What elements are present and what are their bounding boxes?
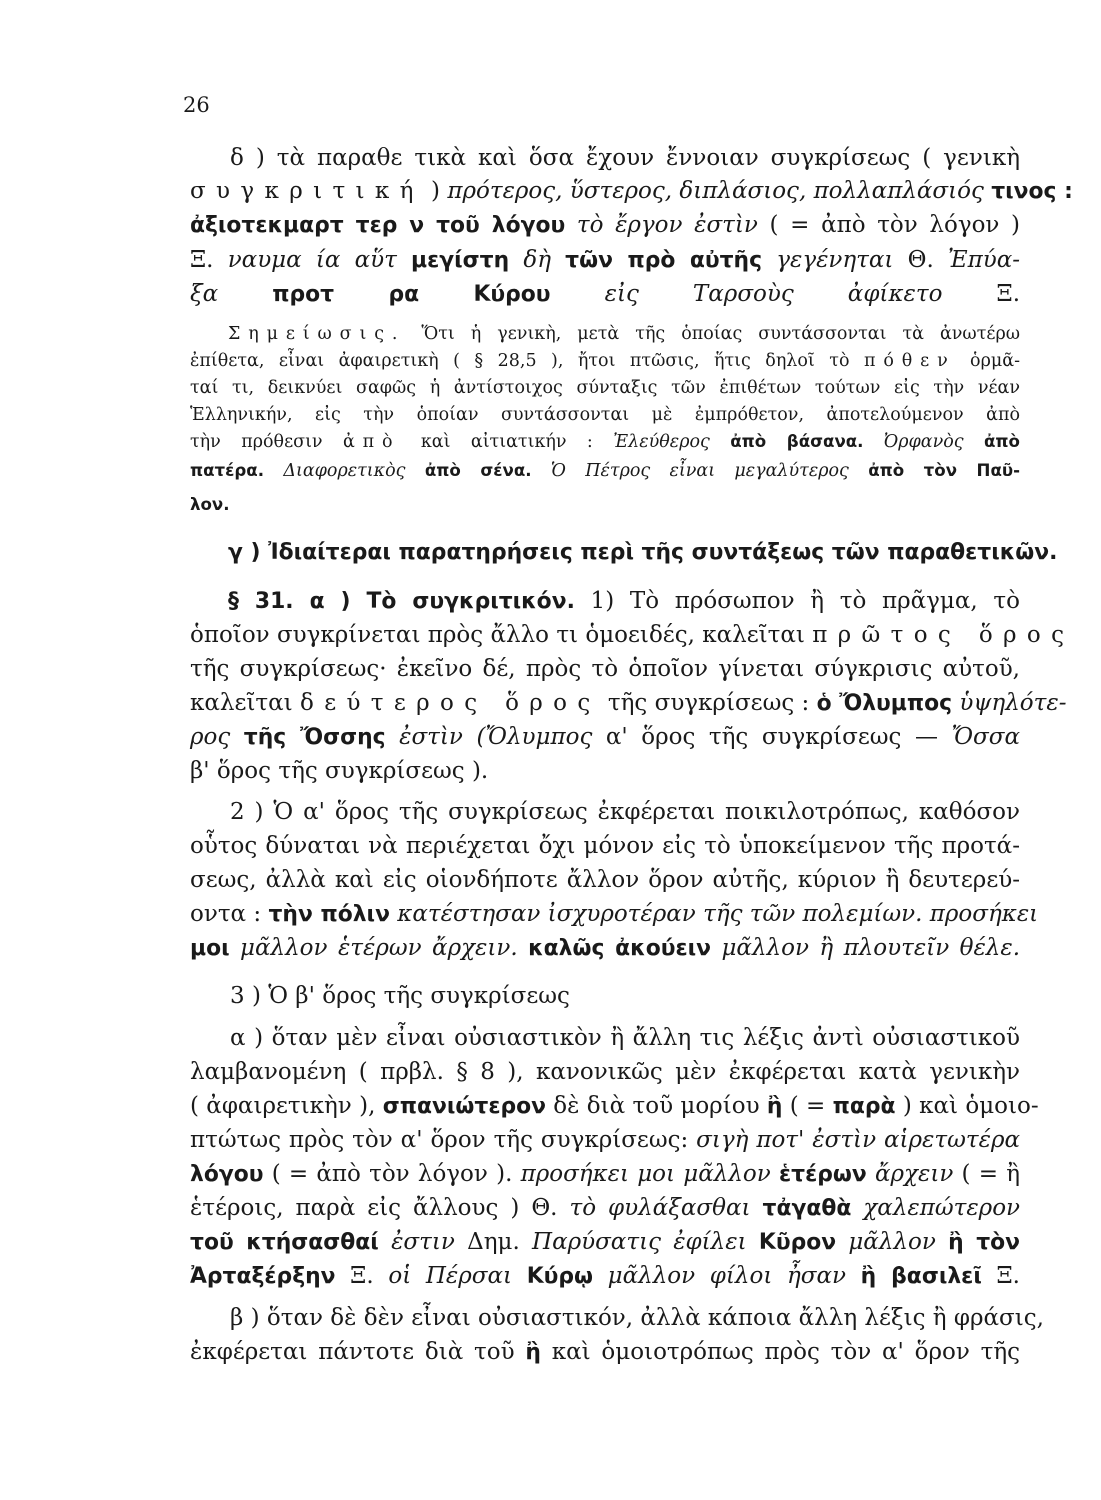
text-segment: τἀγαθὰ xyxy=(762,1196,852,1221)
text-segment: σεως, ἀλλὰ καὶ εἰς οἱονδήποτε ἄλλον ὅρον αὐτῆς, κύριον ἢ δευτερεύ- xyxy=(190,867,1020,893)
text-segment: Ξ. xyxy=(942,281,1021,307)
text-segment: οὗτος δύναται νὰ περιέχεται ὄχι μόνον εἰς τὸ ὑποκείμενον τῆς προτά- xyxy=(190,833,1020,859)
text-line xyxy=(190,1091,1039,1122)
text-segment: χαλεπώτερον xyxy=(863,1195,1021,1221)
text-segment: δ ) τὰ παραθε τικὰ καὶ ὅσα ἔχουν ἔννοιαν συγκρίσεως ( γενικὴ xyxy=(230,145,1020,171)
text-line xyxy=(190,279,1020,310)
text-segment: Θ. xyxy=(893,247,948,273)
text-segment: 2 ) Ὁ α' ὅρος τῆς συγκρίσεως ἐκφέρεται ποικιλοτρόπως, καθόσον xyxy=(230,799,1020,825)
text-segment: β ) ὅταν δὲ δὲν εἶναι οὐσιαστικόν, ἀλλὰ κάποια ἄλλη λέξις ἢ φράσις, xyxy=(230,1305,1044,1331)
text-segment: λον. xyxy=(190,495,230,514)
text-line xyxy=(190,492,250,518)
text-segment: σιγὴ ποτ' ἐστὶν αἱρετωτέρα xyxy=(696,1127,1020,1153)
text-segment: οἱ Πέρσαι xyxy=(388,1263,513,1289)
text-line xyxy=(190,176,1073,207)
text-segment: πόθεν xyxy=(863,351,956,371)
text-line xyxy=(190,348,1020,374)
text-line xyxy=(190,1159,1020,1190)
text-line xyxy=(230,797,1020,827)
text-segment: ἐπίθετα, εἶναι ἀφαιρετικὴ ( § 28,5 ), ἤτοι πτῶσις, ἥτις δηλοῖ τὸ xyxy=(190,351,864,371)
text-segment xyxy=(551,247,565,273)
text-segment: πτώτως πρὸς τὸν α' ὅρον τῆς συγκρίσεως: xyxy=(190,1127,697,1153)
text-segment: ἢ βασιλεῖ xyxy=(860,1264,982,1289)
text-segment xyxy=(386,724,400,750)
text-line xyxy=(190,620,1075,650)
text-line xyxy=(230,981,610,1011)
text-segment: ) xyxy=(423,178,448,204)
text-segment: ταί τι, δεικνύει σαφῶς ἡ ἀντίστοιχος σύνταξις τῶν ἐπιθέτων τούτων εἰς τὴν νέαν xyxy=(190,378,1020,398)
text-segment: κατέστησαν ἰσχυροτέραν τῆς τῶν πολεμίων. προσήκει xyxy=(397,901,1039,927)
text-segment xyxy=(406,461,425,481)
text-line xyxy=(230,143,1020,173)
text-segment: λαμβανομένη ( πρβλ. § 8 ), κανονικῶς μὲν ἐκφέρεται κατὰ γενικὴν xyxy=(190,1059,1020,1085)
text-segment xyxy=(230,935,240,961)
text-line xyxy=(190,375,1020,401)
text-segment xyxy=(379,1229,391,1255)
text-segment: ὑψηλότε- xyxy=(959,690,1067,716)
text-segment: δὴ xyxy=(523,247,551,273)
text-segment: § 31. α ) Τὸ συγκριτικόν. xyxy=(228,589,575,614)
text-segment: καὶ αἰτιατικήν : xyxy=(400,432,614,452)
text-line xyxy=(190,245,1020,276)
text-segment xyxy=(936,1229,948,1255)
text-line xyxy=(190,210,1020,241)
page-number: 26 xyxy=(183,93,210,117)
text-segment: ἑτέροις, παρὰ εἰς ἄλλους ) Θ. xyxy=(190,1195,570,1221)
text-segment xyxy=(849,461,868,481)
text-line xyxy=(190,1261,1020,1292)
text-segment: τῆς Ὄσσης xyxy=(243,725,386,750)
text-line xyxy=(228,321,1020,347)
text-segment: Ξ. xyxy=(335,1263,389,1289)
text-segment: ἢ xyxy=(525,1340,541,1365)
text-segment: ἀπὸ σένα. xyxy=(424,461,532,480)
text-segment xyxy=(964,432,984,452)
text-segment: παρὰ xyxy=(832,1094,896,1119)
text-segment xyxy=(218,281,272,307)
text-segment: ἐστὶν (Ὄλυμπος xyxy=(399,724,593,750)
text-segment: μεγίστη xyxy=(411,248,510,273)
text-segment xyxy=(710,432,730,452)
text-segment: Κῦρον xyxy=(758,1230,837,1255)
text-segment: τὴν πρόθεσιν xyxy=(190,432,343,452)
text-segment: ἐστιν xyxy=(391,1229,455,1255)
text-segment: α ) ὅταν μὲν εἶναι οὐσιαστικὸν ἢ ἄλλη τις λέξις ἀντὶ οὐσιαστικοῦ xyxy=(230,1025,1020,1051)
text-segment: πρῶτος ὅρος xyxy=(812,622,1075,648)
text-segment xyxy=(867,1161,875,1187)
text-segment xyxy=(593,1263,608,1289)
text-line xyxy=(228,586,1020,617)
text-line xyxy=(190,458,1020,484)
text-segment: ( = ἀπὸ τὸν λόγον ) xyxy=(757,212,1021,238)
text-segment: ἀπὸ βάσανα. xyxy=(730,432,864,451)
text-segment: Ξ. xyxy=(981,1263,1020,1289)
text-segment: Δημ. xyxy=(454,1229,533,1255)
text-segment: γεγένηται xyxy=(776,247,894,273)
text-segment: οντα : xyxy=(190,901,269,927)
text-segment xyxy=(264,461,283,481)
text-segment: εἰς Ταρσοὺς ἀφίκετο xyxy=(604,281,943,307)
text-segment: πατέρα. xyxy=(190,461,265,480)
text-segment: τῆς συγκρίσεως : xyxy=(600,690,817,716)
text-segment: ( = ἢ xyxy=(953,1161,1021,1187)
text-segment: α' ὅρος τῆς συγκρίσεως — xyxy=(592,724,952,750)
text-segment: Ξ. xyxy=(190,247,228,273)
text-segment: καλεῖται xyxy=(190,690,301,716)
text-segment: Ὅτι ἡ γενικὴ, μετὰ τῆς ὁποίας συντάσσονται τὰ ἀνωτέρω xyxy=(405,324,1020,344)
text-segment: λόγου xyxy=(190,1162,264,1187)
text-segment: τοῦ κτήσασθαί xyxy=(190,1230,379,1255)
text-segment: προσήκει μοι μᾶλλον xyxy=(520,1161,771,1187)
text-segment: δὲ διὰ τοῦ μορίου xyxy=(546,1093,767,1119)
text-line xyxy=(190,756,510,786)
text-segment: β' ὅρος τῆς συγκρίσεως ). xyxy=(190,758,489,784)
text-segment xyxy=(509,247,523,273)
text-segment: τὴν πόλιν xyxy=(268,902,390,927)
text-segment: πρότερος, ὕστερος, διπλάσιος, πολλαπλάσιός xyxy=(447,178,984,204)
text-segment: Ἐλεύθερος xyxy=(613,432,710,452)
text-segment: Σημείωσις. xyxy=(228,324,406,344)
text-segment: ἑτέρων xyxy=(778,1162,867,1187)
text-line xyxy=(190,933,1020,964)
text-segment: ξα xyxy=(190,281,219,307)
text-segment: Διαφορετικὸς xyxy=(283,461,406,481)
text-segment: Ὁ Πέτρος εἶναι μεγαλύτερος xyxy=(550,461,849,481)
text-segment: μᾶλλον φίλοι ἦσαν xyxy=(607,1263,847,1289)
text-segment xyxy=(864,432,884,452)
text-segment: ναυμα ία αὕτ xyxy=(227,247,397,273)
text-segment xyxy=(762,247,776,273)
text-segment: μᾶλλον ἑτέρων ἄρχειν. xyxy=(240,935,518,961)
text-segment xyxy=(512,1263,527,1289)
text-segment: τῶν πρὸ αὐτῆς xyxy=(565,248,763,273)
text-segment xyxy=(771,1161,779,1187)
text-segment xyxy=(836,1229,848,1255)
text-segment: καλῶς ἀκούειν xyxy=(528,936,712,961)
text-line xyxy=(190,899,1039,930)
text-segment xyxy=(711,935,721,961)
text-segment xyxy=(518,935,528,961)
text-line xyxy=(230,1303,1044,1333)
text-segment: Ὀρφανὸς xyxy=(883,432,964,452)
text-line xyxy=(190,402,1020,428)
text-line xyxy=(190,1227,1020,1258)
text-segment: ἢ xyxy=(766,1094,783,1119)
text-segment: ἢ τὸν xyxy=(948,1230,1021,1255)
text-segment: τὸ φυλάξασθαι xyxy=(569,1195,751,1221)
text-segment: Ἐπύα- xyxy=(947,247,1021,273)
text-segment: ( = ἀπὸ τὸν λόγον ). xyxy=(263,1161,521,1187)
text-line xyxy=(190,1193,1020,1224)
text-segment: ἀπὸ xyxy=(342,432,401,452)
text-segment xyxy=(851,1195,863,1221)
text-segment: Ἑλληνικήν, εἰς τὴν ὁποίαν συντάσσονται μὲ ἐμπρόθετον, ἀποτελούμενον ἀπὸ xyxy=(190,405,1020,425)
text-line xyxy=(228,537,1058,568)
text-segment: ἀξιοτεκμαρτ τερ ν τοῦ λόγου xyxy=(190,213,566,238)
text-segment: Ὄσσα xyxy=(951,724,1020,750)
text-line xyxy=(190,722,1020,753)
text-segment: μοι xyxy=(190,936,230,961)
text-segment: Κύρῳ xyxy=(526,1264,594,1289)
text-line xyxy=(190,654,1020,684)
text-segment: ὁρμᾶ- xyxy=(955,351,1020,371)
text-segment: 3 ) Ὁ β' ὅρος τῆς συγκρίσεως xyxy=(230,983,570,1009)
text-segment xyxy=(230,724,244,750)
text-segment: ἄρχειν xyxy=(874,1161,954,1187)
text-line xyxy=(190,688,1067,719)
text-line xyxy=(190,1337,1020,1368)
text-line xyxy=(190,865,1020,895)
text-segment: ρος xyxy=(190,724,231,750)
text-segment: ὁ Ὄλυμπος xyxy=(816,691,953,716)
text-line xyxy=(190,831,1020,861)
text-segment: ἀπὸ τὸν Παῦ- xyxy=(868,461,1020,480)
text-segment: 1) Τὸ πρόσωπον ἢ τὸ πρᾶγμα, τὸ xyxy=(574,588,1020,614)
text-segment xyxy=(532,461,551,481)
text-segment: καὶ ὁμοιοτρόπως πρὸς τὸν α' ὅρον τῆς xyxy=(540,1339,1021,1365)
text-segment: προτ ρα Κύρου xyxy=(272,282,551,307)
text-segment xyxy=(846,1263,861,1289)
text-line xyxy=(190,1057,1020,1087)
text-segment xyxy=(751,1195,763,1221)
text-segment: συγκριτική xyxy=(190,178,424,204)
text-segment: Ἀρταξέρξην xyxy=(190,1264,336,1289)
text-segment: ( ἀφαιρετικὴν ), xyxy=(190,1093,383,1119)
text-segment: Παρύσατις ἐφίλει xyxy=(532,1229,747,1255)
text-segment: ) καὶ ὁμοιο- xyxy=(895,1093,1039,1119)
text-line xyxy=(230,1023,1020,1053)
text-segment: τῆς συγκρίσεως· ἐκεῖνο δέ, πρὸς τὸ ὁποῖον γίνεται σύγκρισις αὐτοῦ, xyxy=(190,656,1020,682)
text-segment: δεύτερος ὅρος xyxy=(300,690,601,716)
text-segment xyxy=(565,212,577,238)
text-segment: μᾶλλον ἢ πλουτεῖν θέλε. xyxy=(721,935,1021,961)
text-segment: τινος : xyxy=(991,179,1073,204)
text-segment: ἐκφέρεται πάντοτε διὰ τοῦ xyxy=(190,1339,526,1365)
text-segment: ( = xyxy=(782,1093,833,1119)
text-segment: γ ) Ἰδιαίτεραι παρατηρήσεις περὶ τῆς συντάξεως τῶν παραθετικῶν. xyxy=(228,540,1058,565)
text-segment xyxy=(397,247,411,273)
text-segment xyxy=(747,1229,759,1255)
text-segment xyxy=(551,281,605,307)
text-segment: ἀπὸ xyxy=(984,432,1020,451)
text-segment: τὸ ἔργον ἐστὶν xyxy=(576,212,758,238)
text-segment: ὁποῖον συγκρίνεται πρὸς ἄλλο τι ὁμοειδές, καλεῖται xyxy=(190,622,813,648)
text-line xyxy=(190,1125,1020,1155)
text-segment: μᾶλλον xyxy=(848,1229,936,1255)
text-line xyxy=(190,429,1020,455)
text-segment: σπανιώτερον xyxy=(382,1094,546,1119)
